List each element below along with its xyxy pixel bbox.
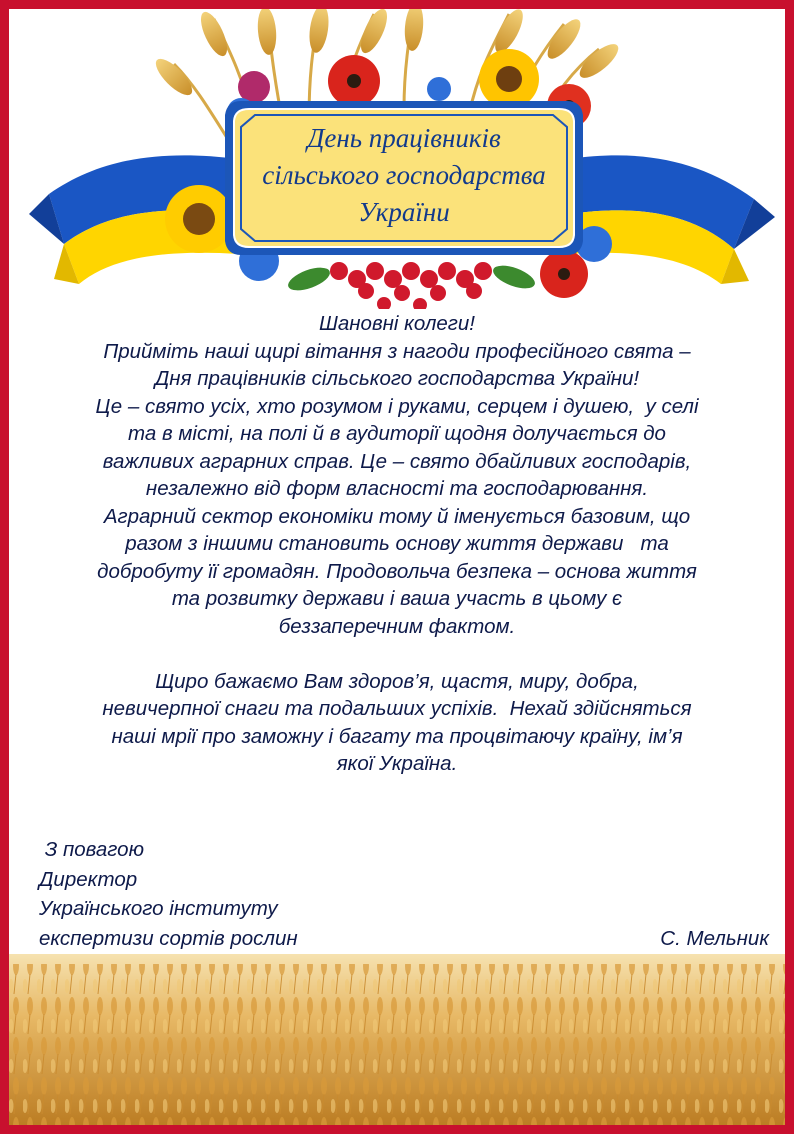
wishes-line: невичерпної снаги та подальших успіхів. Нехай здійсняться [102,697,692,720]
paragraph-line: та розвитку держави і ваша участь в цьому є [171,587,623,610]
sunflower-icon [165,185,233,253]
signer-name: С. Мельник [660,926,769,950]
letter-body [31,310,763,778]
paragraph-line: добробуту її громадян. Продовольча безпека – основа життя [97,559,697,583]
wishes-line: Щиро бажаємо Вам здоров’я, щастя, миру, добра, [155,669,639,693]
paragraph-line: Дня працівників сільського господарства України! [154,367,640,390]
signature-block [39,835,769,953]
paragraph-line: та в місті, на полі й в аудиторії щодня долучається до [128,422,666,445]
wheat-field-image [9,954,785,1134]
institution-name: Українського інституту [39,897,278,920]
position-title: Директор [39,867,138,891]
wishes-line: якої Україна. [336,752,458,775]
paragraph-line: Це – свято усіх, хто розумом і руками, серцем і душею, у селі [95,394,699,418]
paragraph-line: Аграрний сектор економіки тому й іменується базовим, що [103,504,691,528]
flag-ribbon-right [569,155,775,284]
banner-title: День працівників сільського господарства України [262,122,546,227]
paragraph-line: беззаперечним фактом. [278,614,516,638]
paragraph-spacer [31,640,763,668]
regards-text: З повагою [39,838,145,861]
paragraph-line: незалежно від форм власності та господарювання. [145,477,649,500]
viburnum-berries-icon [330,262,492,309]
paragraph-line: Прийміть наші щирі вітання з нагоди професійного свята – [103,339,691,363]
wishes-line: наші мрії про заможну і багату та процвітаючу країну, ім’я [111,724,683,748]
institution-name: експертизи сортів рослин [39,926,298,950]
greeting-line: Шановні колеги! [319,312,475,335]
paragraph-line: важливих аграрних справ. Це – свято дбайливих господарів, [102,449,692,473]
banner-title-area [227,97,581,257]
paragraph-line: разом з іншими становить основу життя держави та [125,532,669,555]
